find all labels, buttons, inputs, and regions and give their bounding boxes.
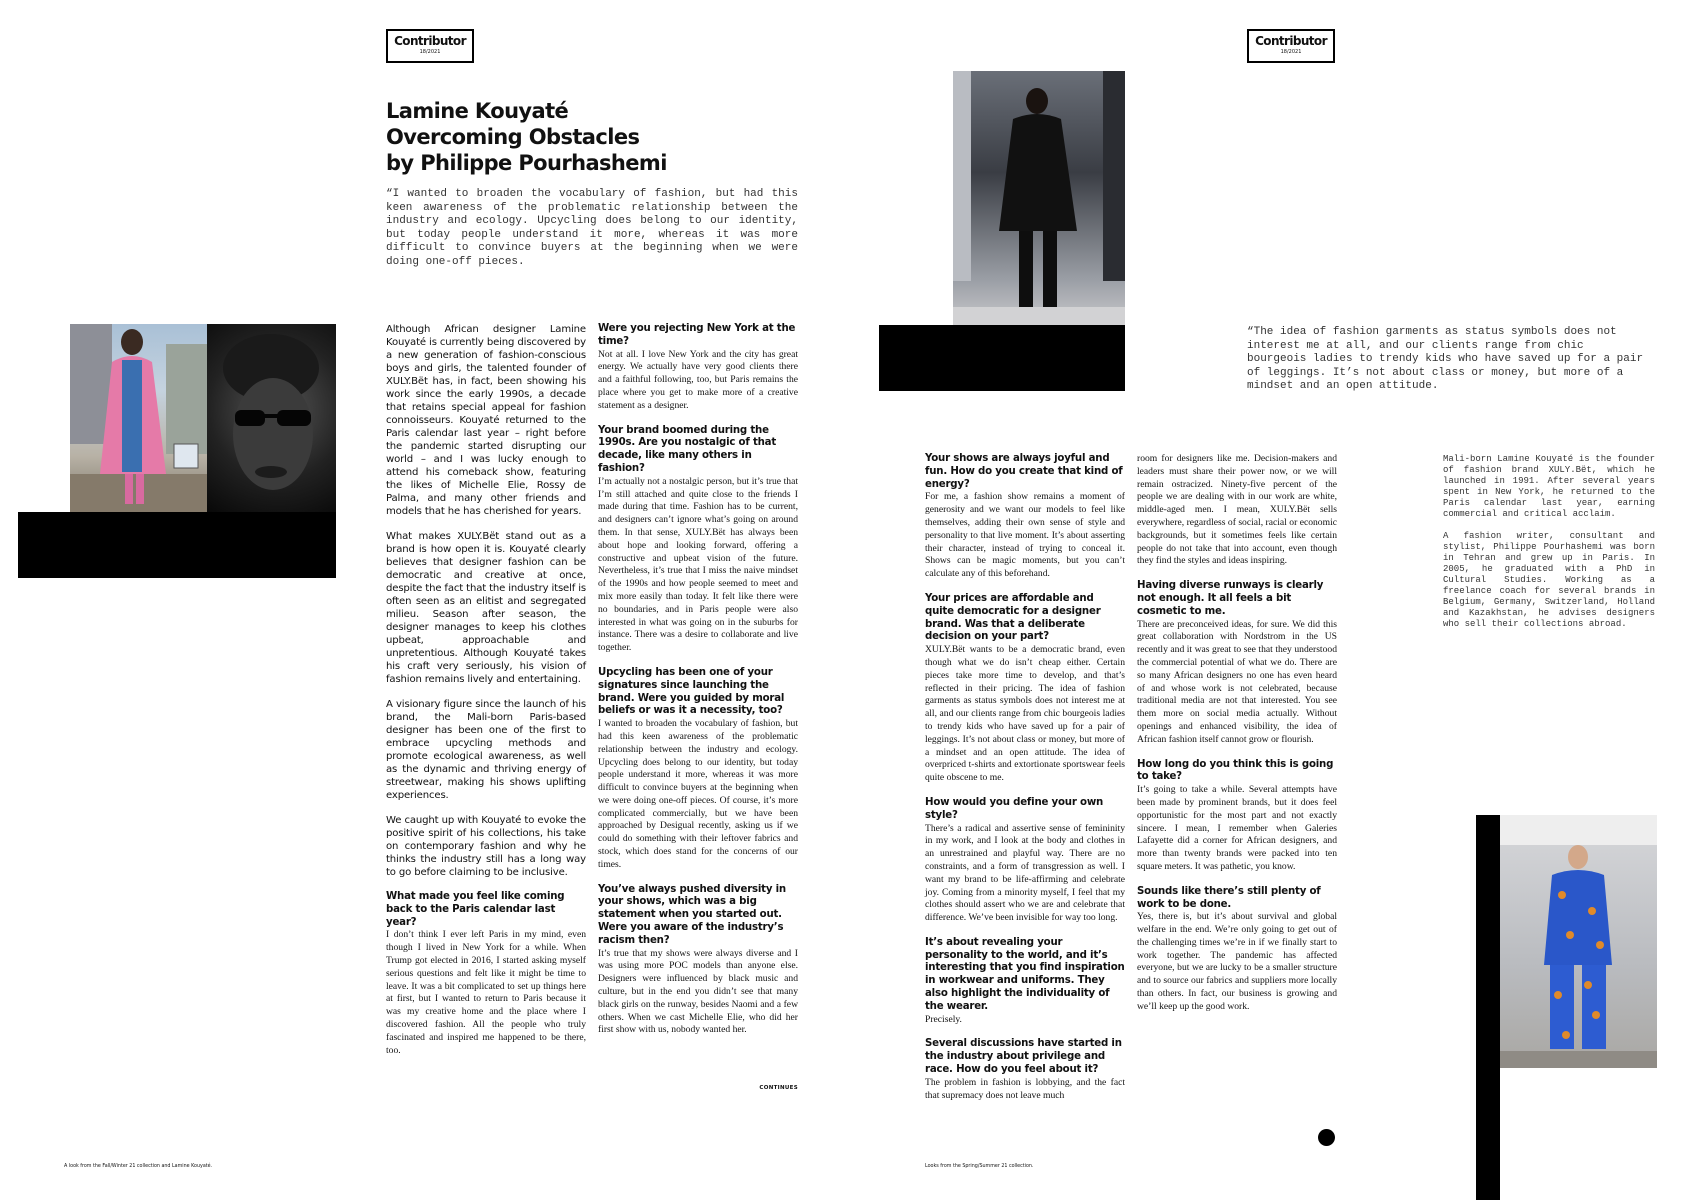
photo-pink-coat-look: [70, 324, 207, 512]
logo-issue: 18/2021: [1280, 49, 1302, 55]
interview-question: Several discussions have started in the industry about privilege and race. How do you feel about it?: [925, 1038, 1122, 1076]
interview-answer: Yes, there is, but it’s about survival and global welfare in the end. We’re only going to get out of the challenging times we’re in if we finally start to work together. The pandemic has affected everyone, but we are lucky to be a smaller structure and to source our fabrics and suppliers more locally than others. In fact, our business is growing and we’ll keep up the good work.: [1137, 911, 1337, 1012]
logo-issue: 18/2021: [419, 49, 441, 55]
logo-name: Contributor: [394, 34, 466, 48]
intro-paragraph: A visionary figure since the launch of his brand, the Mali-born Paris-based designer has been one of the first to embrace upcycling methods and promote ecological awareness, as well as the dynamic and thriving energy of streetwear, making his shows uplifting experiences.: [386, 699, 586, 801]
interview-question: Your prices are affordable and quite democratic for a designer brand. Was that a deliberate decision on your part?: [925, 592, 1101, 643]
interview-question: How would you define your own style?: [925, 796, 1104, 821]
pull-quote-left: “I wanted to broaden the vocabulary of fashion, but had this keen awareness of the problematic relationship between the industry and ecology. Upcycling does belong to our identity, but today people understand it more, whereas it was more difficult to convince buyers at the beginning when we were doing one-off pieces.: [386, 188, 798, 268]
article-column-3: [925, 453, 1125, 1114]
bio-designer: Mali-born Lamine Kouyaté is the founder of fashion brand XULY.Bët, which he launched in 1991. After several years spent in New York, he returned to the Paris calendar last year, earning commercial and critical acclaim.: [1443, 454, 1655, 519]
interview-question: Having diverse runways is clearly not enough. It all feels a bit cosmetic to me.: [1137, 580, 1324, 617]
interview-answer: I don’t think I ever left Paris in my mind, even though I lived in New York for a while. When Trump got elected in 2016, I started asking myself serious questions and felt like it might be time to leave. It was a bit complicated to set up things here at first, but I wanted to return to Paris because it was my creative home and the place where I discovered fashion. All the people who truly fascinated and inspired me happened to be there, too.: [386, 929, 586, 1056]
bio-writer: A fashion writer, consultant and stylist, Philippe Pourhashemi was born in Tehran and grew up in Paris. In 2005, he graduated with a PhD in Cultural Studies. Working as a freelance coach for several brands in Belgium, Germany, Switzerland, Holland and Kazakhstan, he advises designers who sell their collections abroad.: [1443, 531, 1655, 629]
photo-blue-printed-suit-runway: [1500, 815, 1657, 1068]
photo-caption-left: A look from the Fall/Winter 21 collection and Lamine Kouyaté.: [64, 1164, 213, 1169]
intro-paragraph: What makes XULY.Bët stand out as a brand is how open it is. Kouyaté clearly believes that designer fashion can be democratic and creative at once, despite the fact that the industry itself is often seen as an elitist and segregated milieu. Season after season, the designer manages to keep his clothes upbeat, approachable and unpretentious. Although Kouyaté takes his craft very seriously, his vision of fashion remains lively and entertaining.: [386, 531, 586, 685]
interview-question: Were you rejecting New York at the time?: [598, 323, 796, 347]
photo-caption-right: Looks from the Spring/Summer 21 collection.: [925, 1164, 1034, 1169]
interview-question: You’ve always pushed diversity in your shows, which was a big statement when you started out. Were you aware of the industry’s racism then?: [598, 883, 786, 946]
pull-quote-right: “The idea of fashion garments as status symbols does not interest me at all, and our clients range from chic bourgeois ladies to trendy kids who have saved up for a pair of leggings. It’s not about class or money, but more of a mindset and an open attitude.: [1247, 326, 1644, 392]
black-block: [18, 512, 336, 578]
intro-paragraph: Although African designer Lamine Kouyaté is currently being discovered by a new generation of fashion-conscious boys and girls, the talented founder of XULY.Bët has, in fact, been showing his work since the early 1990s, a decade that retains special appeal for fashion connoisseurs. Kouyaté returned to the Paris calendar last year – right before the pandemic started disrupting our world – and I was lucky enough to attend his comeback show, featuring the likes of Michelle Elie, Rossy de Palma, and many other friends and models that he has cherished for years.: [386, 324, 586, 517]
interview-answer: It’s going to take a while. Several attempts have been made by prominent brands, but it does feel opportunistic for the most part and not exactly sincere. I mean, I remember when Galeries Lafayette did a corner for African designers, and more than twenty brands were packed into ten square meters. It was pathetic, you know.: [1137, 784, 1337, 872]
magazine-logo: [386, 29, 474, 63]
photo-black-outfit-runway: [953, 71, 1125, 325]
interview-answer: Not at all. I love New York and the city has great energy. We actually have very good clients there and a faithful following, too, but Paris remains the place where you get to make more of a creative statement as a designer.: [598, 348, 798, 411]
continues-label: CONTINUES: [759, 1085, 798, 1091]
interview-question: What made you feel like coming back to the Paris calendar last year?: [386, 891, 565, 928]
end-mark-dot: [1318, 1129, 1335, 1146]
interview-answer: There’s a radical and assertive sense of femininity in my work, and I look at the body and clothes in an unrestrained and playful way. There are no constraints, and a form of transgression as well. I want my brand to be life-affirming and celebrate joy. Coming from a minority myself, I feel that my clothes should assert who we are and celebrate that difference. We’ve been invisible for way too long.: [925, 822, 1125, 924]
title-line-2: Overcoming Obstacles: [386, 125, 640, 149]
interview-answer: XULY.Bët wants to be a democratic brand, even though what we do isn’t cheap either. Certain pieces take more time to develop, and that’s reflected in their pricing. The idea of fashion garments as status symbols does not interest me at all, and our clients range from chic bourgeois ladies to trendy kids who have saved up for a pair of leggings. It’s not about class or money, but more of a mindset and an open attitude. The idea of overpriced t-shirts and extortionate sportswear feels quite obscene to me.: [925, 644, 1125, 784]
title-line-1: Lamine Kouyaté: [386, 99, 569, 123]
article-column-4: [1137, 453, 1337, 1026]
interview-answer: The problem in fashion is lobbying, and the fact that supremacy does not leave much: [925, 1076, 1125, 1101]
interview-answer: room for designers like me. Decision-makers and leaders must share their power now, or we will remain ostracized. Ninety-five percent of the people we are dealing with in our work are white, middle-aged men. I mean, XULY.Bët sells everywhere, regardless of social, racial or economic backgrounds, but it sometimes feels like certain people do not take that into account, even though they find the styles and ideas inspiring.: [1137, 453, 1337, 567]
interview-question: Sounds like there’s still plenty of work to be done.: [1137, 885, 1321, 910]
interview-question: How long do you think this is going to take?: [1137, 758, 1334, 783]
intro-paragraph: We caught up with Kouyaté to evoke the positive spirit of his collections, his take on contemporary fashion and why he thinks the industry still has a long way to go before claiming to be inclusive.: [386, 815, 586, 878]
title-line-3: by Philippe Pourhashemi: [386, 151, 667, 175]
black-strip: [1476, 815, 1500, 1200]
interview-answer: I wanted to broaden the vocabulary of fashion, but had this keen awareness of the problematic relationship between the industry and ecology. Upcycling does belong to our identity, but today people understand it more, whereas it was more difficult to convince buyers at the beginning when we were doing one-off pieces. Of course, it’s more complicated commercially, but we have been approached by Desigual recently, asking us if we could do something with their leftover fabrics and stock, which does stand for the concerns of our times.: [598, 718, 798, 870]
interview-question: Your brand boomed during the 1990s. Are you nostalgic of that decade, like many others in fashion?: [598, 424, 777, 474]
author-bio: [1443, 454, 1655, 630]
article-title: [386, 98, 667, 176]
photo-lamine-kouyate-portrait: [207, 324, 336, 512]
interview-answer: For me, a fashion show remains a moment of generosity and we want our models to feel like themselves, adding their own sense of style and personality to that live moment. It’s about asserting their character, instead of trying to conceal it. Shows can be magic moments, but you can’t calculate any of this beforehand.: [925, 491, 1125, 580]
interview-question: Your shows are always joyful and fun. How do you create that kind of energy?: [925, 453, 1123, 490]
interview-answer: Precisely.: [925, 1013, 962, 1025]
interview-answer: It’s true that my shows were always diverse and I was using more POC models than anyone else. Designers were influenced by black music and culture, but in the end you didn’t see that many black girls on the runway, besides Naomi and a few others. When we cast Michelle Elie, who did her first show with us, nobody wanted her.: [598, 947, 798, 1036]
magazine-logo: [1247, 29, 1335, 63]
interview-answer: I’m actually not a nostalgic person, but it’s true that I’m still attached and quite close to the friends I made during that time. Fashion has to be current, and designers can’t ignore what’s going on around them. In that sense, XULY.Bët has always been about hope and looking forward, offering a constructive and upbeat vision of the future. Nevertheless, it’s true that I miss the naive mindset of the 1990s and how people seemed to meet and mix more easily than today. It felt like there were no boundaries, and in Paris people were also interested in what was going on in the suburbs for instance. There was a desire to collaborate and live together.: [598, 475, 798, 654]
interview-answer: There are preconceived ideas, for sure. We did this great collaboration with Nordstrom in the US recently and it was great to see that they understood the commercial potential of what we do. There are so many African designers no one has even heard of and whose work is not celebrated, because traditional media are not that interested. You see them more on social media actually. Without openings and enhanced visibility, the idea of African fashion itself cannot grow or flourish.: [1137, 618, 1337, 745]
article-column-1: [386, 323, 586, 1069]
article-column-2: [598, 323, 798, 1049]
interview-question: It’s about revealing your personality to the world, and it’s interesting that you find inspiration in workwear and uniforms. They also highlight the individuality of the wearer.: [925, 936, 1125, 1012]
black-block: [879, 325, 1125, 391]
interview-question: Upcycling has been one of your signatures since launching the brand. Were you guided by moral beliefs or was it a necessity, too?: [598, 666, 785, 717]
logo-name: Contributor: [1255, 34, 1327, 48]
